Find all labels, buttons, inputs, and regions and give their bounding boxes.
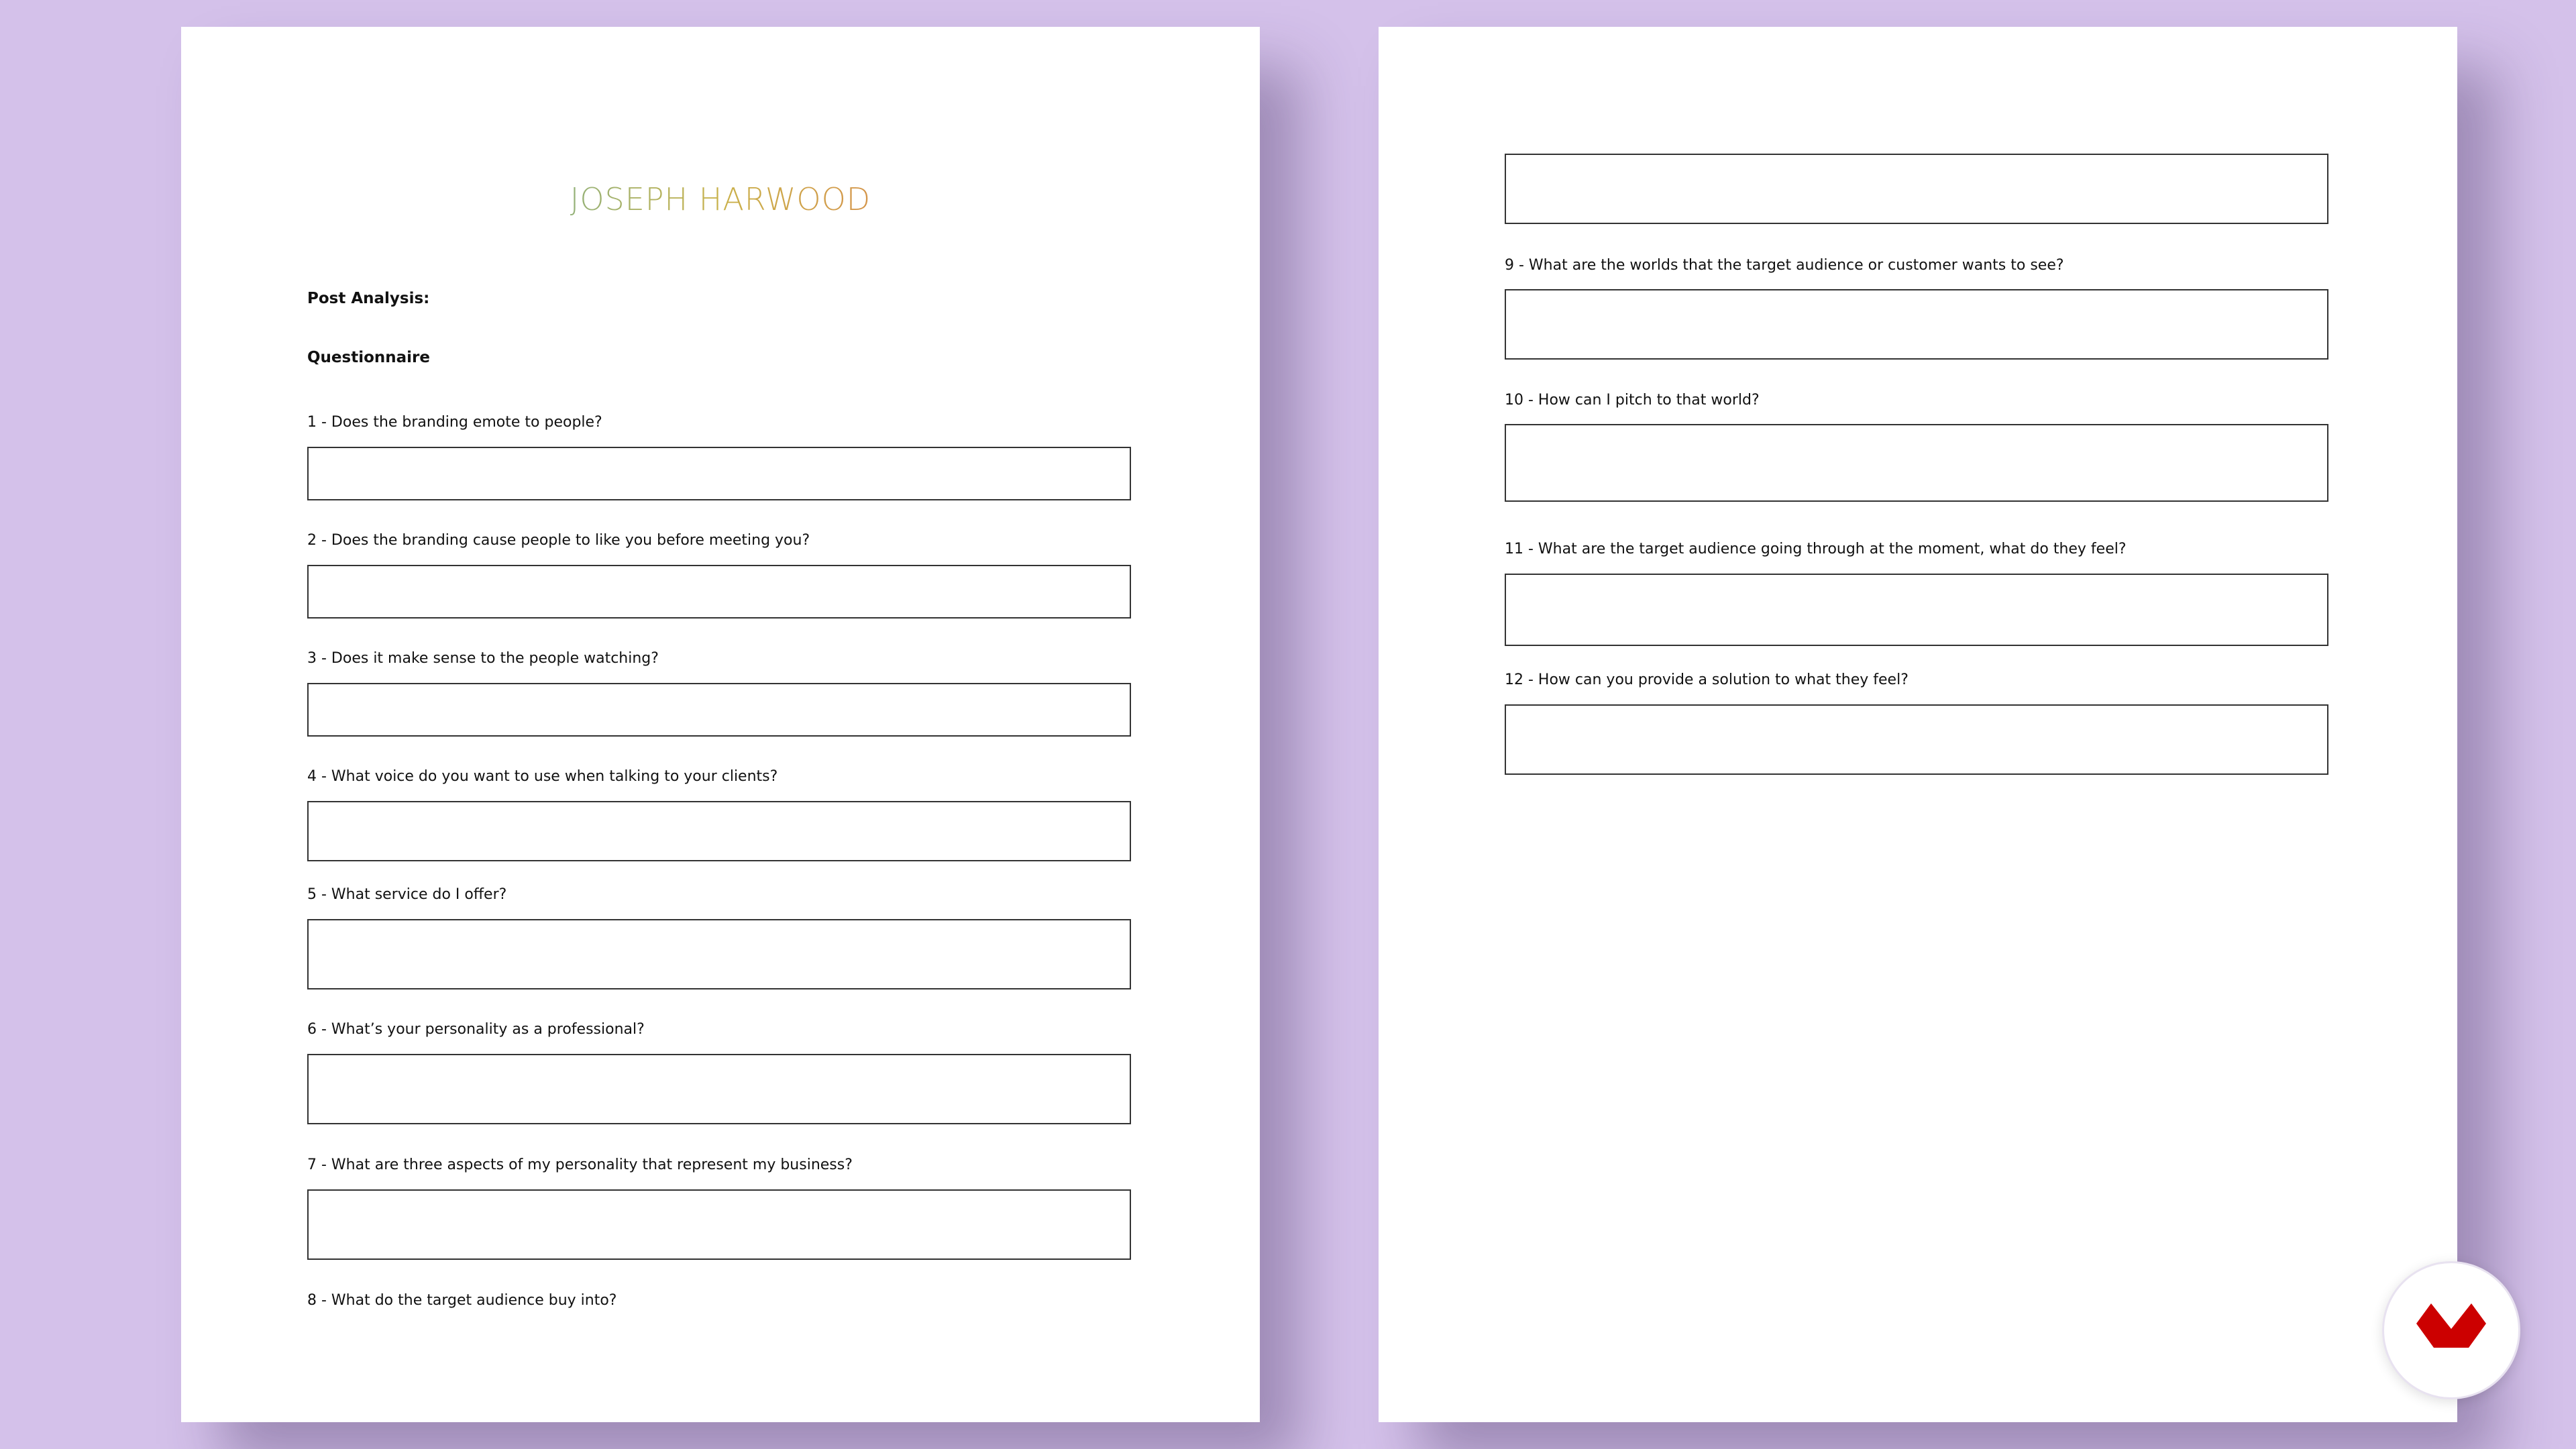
question-label: 5 - What service do I offer?	[307, 886, 507, 903]
question-label: 6 - What’s your personality as a professional?	[307, 1021, 645, 1038]
answer-box[interactable]	[1505, 424, 2328, 502]
chevron-logo-icon	[2416, 1303, 2486, 1357]
brand-logo: JOSEPH HARWOOD	[181, 181, 1260, 217]
question-label: 11 - What are the target audience going through at the moment, what do they feel?	[1505, 541, 2127, 557]
answer-box[interactable]	[307, 1054, 1131, 1124]
question-label: 4 - What voice do you want to use when talking to your clients?	[307, 768, 778, 785]
question-label: 1 - Does the branding emote to people?	[307, 414, 602, 431]
question-label: 7 - What are three aspects of my personality that represent my business?	[307, 1157, 853, 1173]
question-label: 8 - What do the target audience buy into?	[307, 1292, 617, 1309]
answer-box[interactable]	[307, 565, 1131, 619]
question-label: 10 - How can I pitch to that world?	[1505, 392, 1760, 409]
question-label: 9 - What are the worlds that the target audience or customer wants to see?	[1505, 257, 2064, 274]
answer-box[interactable]	[307, 1189, 1131, 1260]
question-label: 12 - How can you provide a solution to what they feel?	[1505, 672, 1909, 688]
question-label: 2 - Does the branding cause people to like you before meeting you?	[307, 532, 810, 549]
answer-box[interactable]	[307, 447, 1131, 500]
answer-box[interactable]	[307, 919, 1131, 989]
subtitle: Questionnaire	[307, 349, 430, 366]
answer-box[interactable]	[307, 801, 1131, 861]
section-title: Post Analysis:	[307, 290, 430, 307]
document-page-1	[181, 27, 1260, 1422]
answer-box[interactable]	[1505, 289, 2328, 360]
floating-logo-badge[interactable]	[2382, 1261, 2520, 1399]
question-label: 3 - Does it make sense to the people watching?	[307, 650, 659, 667]
answer-box[interactable]	[1505, 704, 2328, 775]
answer-box[interactable]	[1505, 574, 2328, 646]
answer-box[interactable]	[1505, 154, 2328, 224]
document-page-2	[1379, 27, 2457, 1422]
answer-box[interactable]	[307, 683, 1131, 737]
